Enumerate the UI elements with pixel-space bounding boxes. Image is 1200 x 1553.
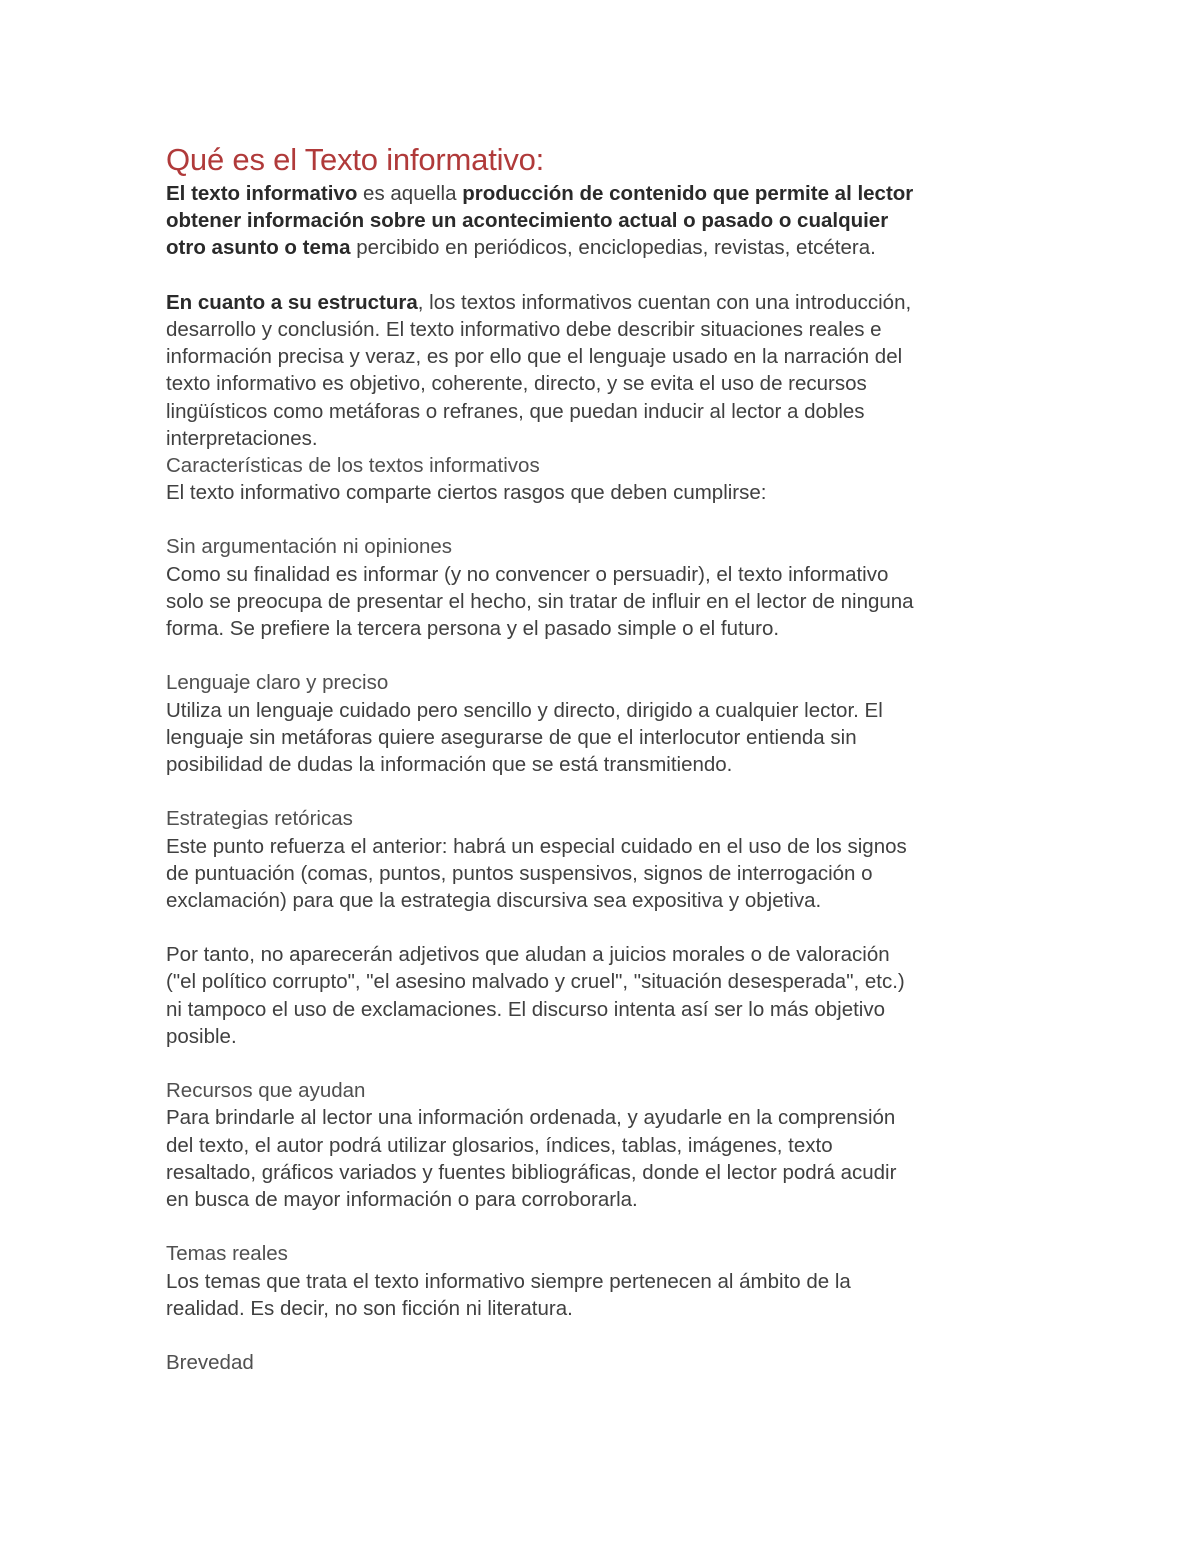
structure-line: interpretaciones. [166,426,318,450]
section-line: de puntuación (comas, puntos, puntos suspensivos, signos de interrogación o [166,861,873,885]
section-line: posible. [166,1024,237,1048]
intro-line [166,180,1046,207]
blank-line [166,262,1046,289]
section-recursos [166,1077,1046,1213]
bold-text: obtener información sobre un acontecimiento actual o pasado o cualquier [166,209,889,233]
section-line: posibilidad de dudas la información que se está transmitiendo. [166,752,733,776]
section-heading: Brevedad [166,1351,254,1375]
section-estrategias-retoricas [166,805,1046,914]
intro-line [166,234,1046,261]
blank-line [166,642,1046,669]
section-lenguaje-claro [166,669,1046,778]
section-line: Como su finalidad es informar (y no convencer o persuadir), el texto informativo [166,562,889,586]
structure-line: información precisa y veraz, es por ello que el lenguaje usado en la narración del [166,345,903,369]
section-brevedad [166,1349,1046,1376]
section-heading: Sin argumentación ni opiniones [166,535,453,559]
blank-line [166,1050,1046,1077]
blank-line [166,1322,1046,1349]
section-line: solo se preocupa de presentar el hecho, sin tratar de influir en el lector de ninguna [166,589,914,613]
section-heading: Estrategias retóricas [166,807,353,831]
section-line: Por tanto, no aparecerán adjetivos que aludan a juicios morales o de valoración [166,943,890,967]
bold-text: otro asunto o tema [166,236,351,260]
section-heading: Lenguaje claro y preciso [166,671,389,695]
section-line: realidad. Es decir, no son ficción ni literatura. [166,1296,573,1320]
characteristics-intro: El texto informativo comparte ciertos rasgos que deben cumplirse: [166,481,767,505]
structure-line: desarrollo y conclusión. El texto informativo debe describir situaciones reales e [166,317,882,341]
section-line: Este punto refuerza el anterior: habrá un especial cuidado en el uso de los signos [166,834,907,858]
bold-text: El texto informativo [166,182,358,205]
section-line: Los temas que trata el texto informativo siempre pertenecen al ámbito de la [166,1269,851,1293]
document-page [166,140,1046,1376]
blank-line [166,506,1046,533]
section-line: Para brindarle al lector una información ordenada, y ayudarle en la comprensión [166,1106,896,1130]
section-line: resaltado, gráficos variados y fuentes bibliográficas, donde el lector podrá acudir [166,1160,897,1184]
section-line: ni tampoco el uso de exclamaciones. El discurso intenta así ser lo más objetivo [166,997,886,1021]
section-temas-reales [166,1240,1046,1322]
bold-text: En cuanto a su estructura [166,290,418,314]
section-line: Utiliza un lenguaje cuidado pero sencillo y directo, dirigido a cualquier lector. El [166,698,883,722]
structure-line: lingüísticos como metáforas o refranes, que puedan inducir al lector a dobles [166,399,865,423]
text-span: , los textos informativos cuentan con una introducción, [417,290,912,314]
section-sin-argumentacion [166,533,1046,642]
section-line: ("el político corrupto", "el asesino malvado y cruel", "situación desesperada", etc.) [166,970,905,994]
text-span: percibido en periódicos, enciclopedias, revistas, etcétera. [350,236,876,260]
section-line: lenguaje sin metáforas quiere asegurarse de que el interlocutor entienda sin [166,725,857,749]
intro-line [166,207,1046,234]
structure-line [166,289,1046,316]
structure-line: texto informativo es objetivo, coherente, directo, y se evita el uso de recursos [166,372,867,396]
structure-paragraph [166,289,1046,452]
section-por-tanto [166,941,1046,1050]
blank-line [166,914,1046,941]
intro-paragraph [166,180,1046,262]
document-title: Qué es el Texto informativo: [166,142,545,177]
section-line: exclamación) para que la estrategia discursiva sea expositiva y objetiva. [166,888,822,912]
section-heading: Temas reales [166,1242,288,1266]
text-span: es aquella [357,182,463,205]
bold-text: producción de contenido que permite al lector [462,182,914,205]
section-line: en busca de mayor información o para corroborarla. [166,1187,638,1211]
section-heading: Recursos que ayudan [166,1079,366,1103]
characteristics-heading: Características de los textos informativos [166,453,540,477]
section-line: forma. Se prefiere la tercera persona y el pasado simple o el futuro. [166,617,780,640]
blank-line [166,1213,1046,1240]
section-line: del texto, el autor podrá utilizar glosarios, índices, tablas, imágenes, texto [166,1133,833,1157]
blank-line [166,778,1046,805]
